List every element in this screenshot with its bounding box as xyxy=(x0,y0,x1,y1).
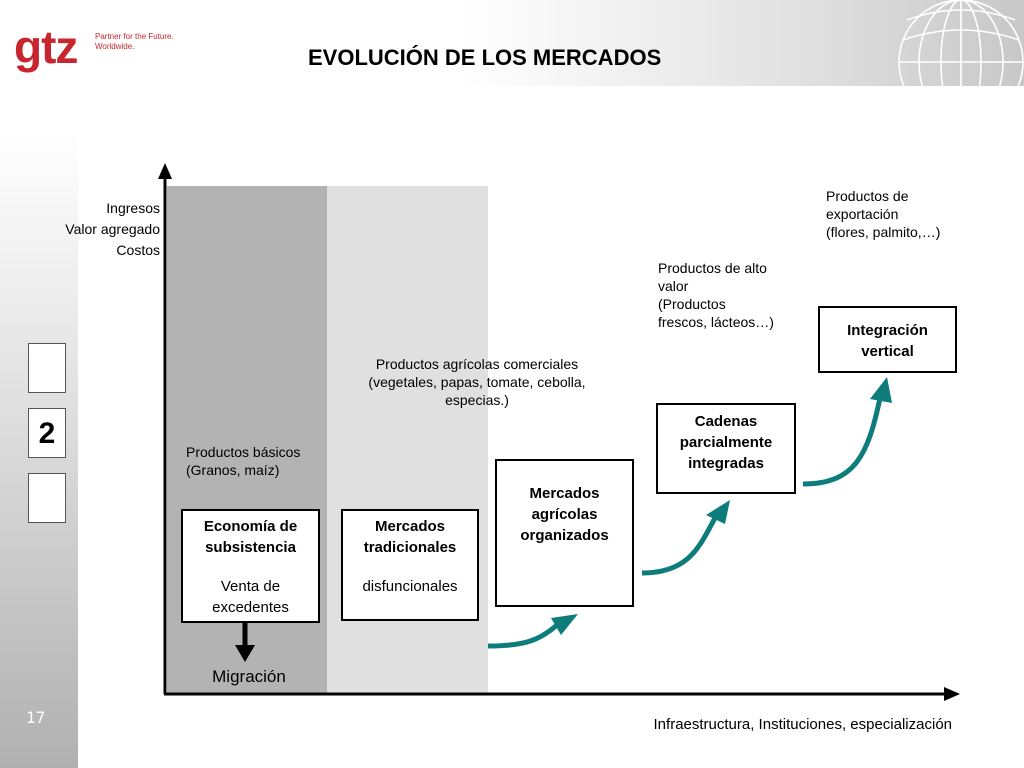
box-title-line: tradicionales xyxy=(363,539,457,556)
y-axis-arrowhead xyxy=(158,163,172,179)
y-axis-label-line: Costos xyxy=(116,242,160,258)
box-title-line: parcialmente xyxy=(679,434,773,451)
box-title-line: agrícolas xyxy=(531,506,598,523)
note-line: Productos de alto xyxy=(658,260,767,276)
note-commercial-products xyxy=(350,355,604,409)
box-title-line: Integración xyxy=(847,322,928,339)
box-title-line: Mercados xyxy=(529,485,600,502)
note-line: (Productos xyxy=(658,296,726,312)
tagline-line-1: Partner for the Future. xyxy=(95,32,174,41)
growth-arrowhead-1 xyxy=(551,614,578,635)
y-axis-label-line: Ingresos xyxy=(106,200,160,216)
growth-arrow-1 xyxy=(488,625,557,646)
growth-arrowhead-2 xyxy=(706,500,730,524)
box-title-line: Cadenas xyxy=(694,413,758,430)
box-title-line: integradas xyxy=(688,455,764,472)
note-line: frescos, lácteos…) xyxy=(658,314,774,330)
note-line: Productos agrícolas comerciales xyxy=(375,356,579,372)
migration-arrow-head xyxy=(235,645,255,662)
section-box-current: 2 xyxy=(28,408,66,458)
y-axis-label-line: Valor agregado xyxy=(65,221,160,237)
page-number: 17 xyxy=(26,708,46,727)
y-axis-label xyxy=(30,198,160,261)
growth-arrowhead-3 xyxy=(870,377,892,403)
box-sub-line: Venta de xyxy=(220,578,281,595)
note-line: (vegetales, papas, tomate, cebolla, xyxy=(368,374,586,390)
note-line: exportación xyxy=(826,206,899,222)
box-title-line: Mercados xyxy=(374,518,446,535)
page-title-text: EVOLUCIÓN DE LOS MERCADOS xyxy=(308,45,662,70)
box-vertical-integration xyxy=(818,306,957,373)
box-sub-line: disfuncionales xyxy=(362,578,458,595)
note-basic-products xyxy=(186,443,300,479)
box-title-line: Economía de xyxy=(203,518,298,535)
box-title-line: vertical xyxy=(861,343,914,360)
x-axis-arrowhead xyxy=(944,687,960,701)
box-organized-markets xyxy=(495,459,634,607)
note-line: Productos básicos xyxy=(186,444,301,460)
gtz-logo: gtz xyxy=(14,21,78,73)
x-axis-label: Infraestructura, Instituciones, especialización xyxy=(653,716,952,733)
note-line: valor xyxy=(658,278,689,294)
box-partially-integrated-chains xyxy=(656,403,796,494)
note-line: (Granos, maíz) xyxy=(186,462,280,478)
box-subsistence-economy xyxy=(181,509,320,623)
growth-arrow-2 xyxy=(642,518,715,573)
note-line: especias.) xyxy=(445,392,509,408)
note-high-value-products xyxy=(658,259,774,331)
migration-label: Migración xyxy=(212,667,286,686)
box-sub-line: excedentes xyxy=(212,599,289,616)
growth-arrow-3 xyxy=(803,398,880,484)
note-line: Productos de xyxy=(826,188,909,204)
tagline-line-2: Worldwide. xyxy=(95,42,135,51)
note-export-products xyxy=(826,187,940,241)
box-title-line: organizados xyxy=(520,527,609,544)
note-line: (flores, palmito,…) xyxy=(826,224,941,240)
box-title-line: subsistencia xyxy=(205,539,296,556)
box-traditional-markets xyxy=(341,509,479,621)
